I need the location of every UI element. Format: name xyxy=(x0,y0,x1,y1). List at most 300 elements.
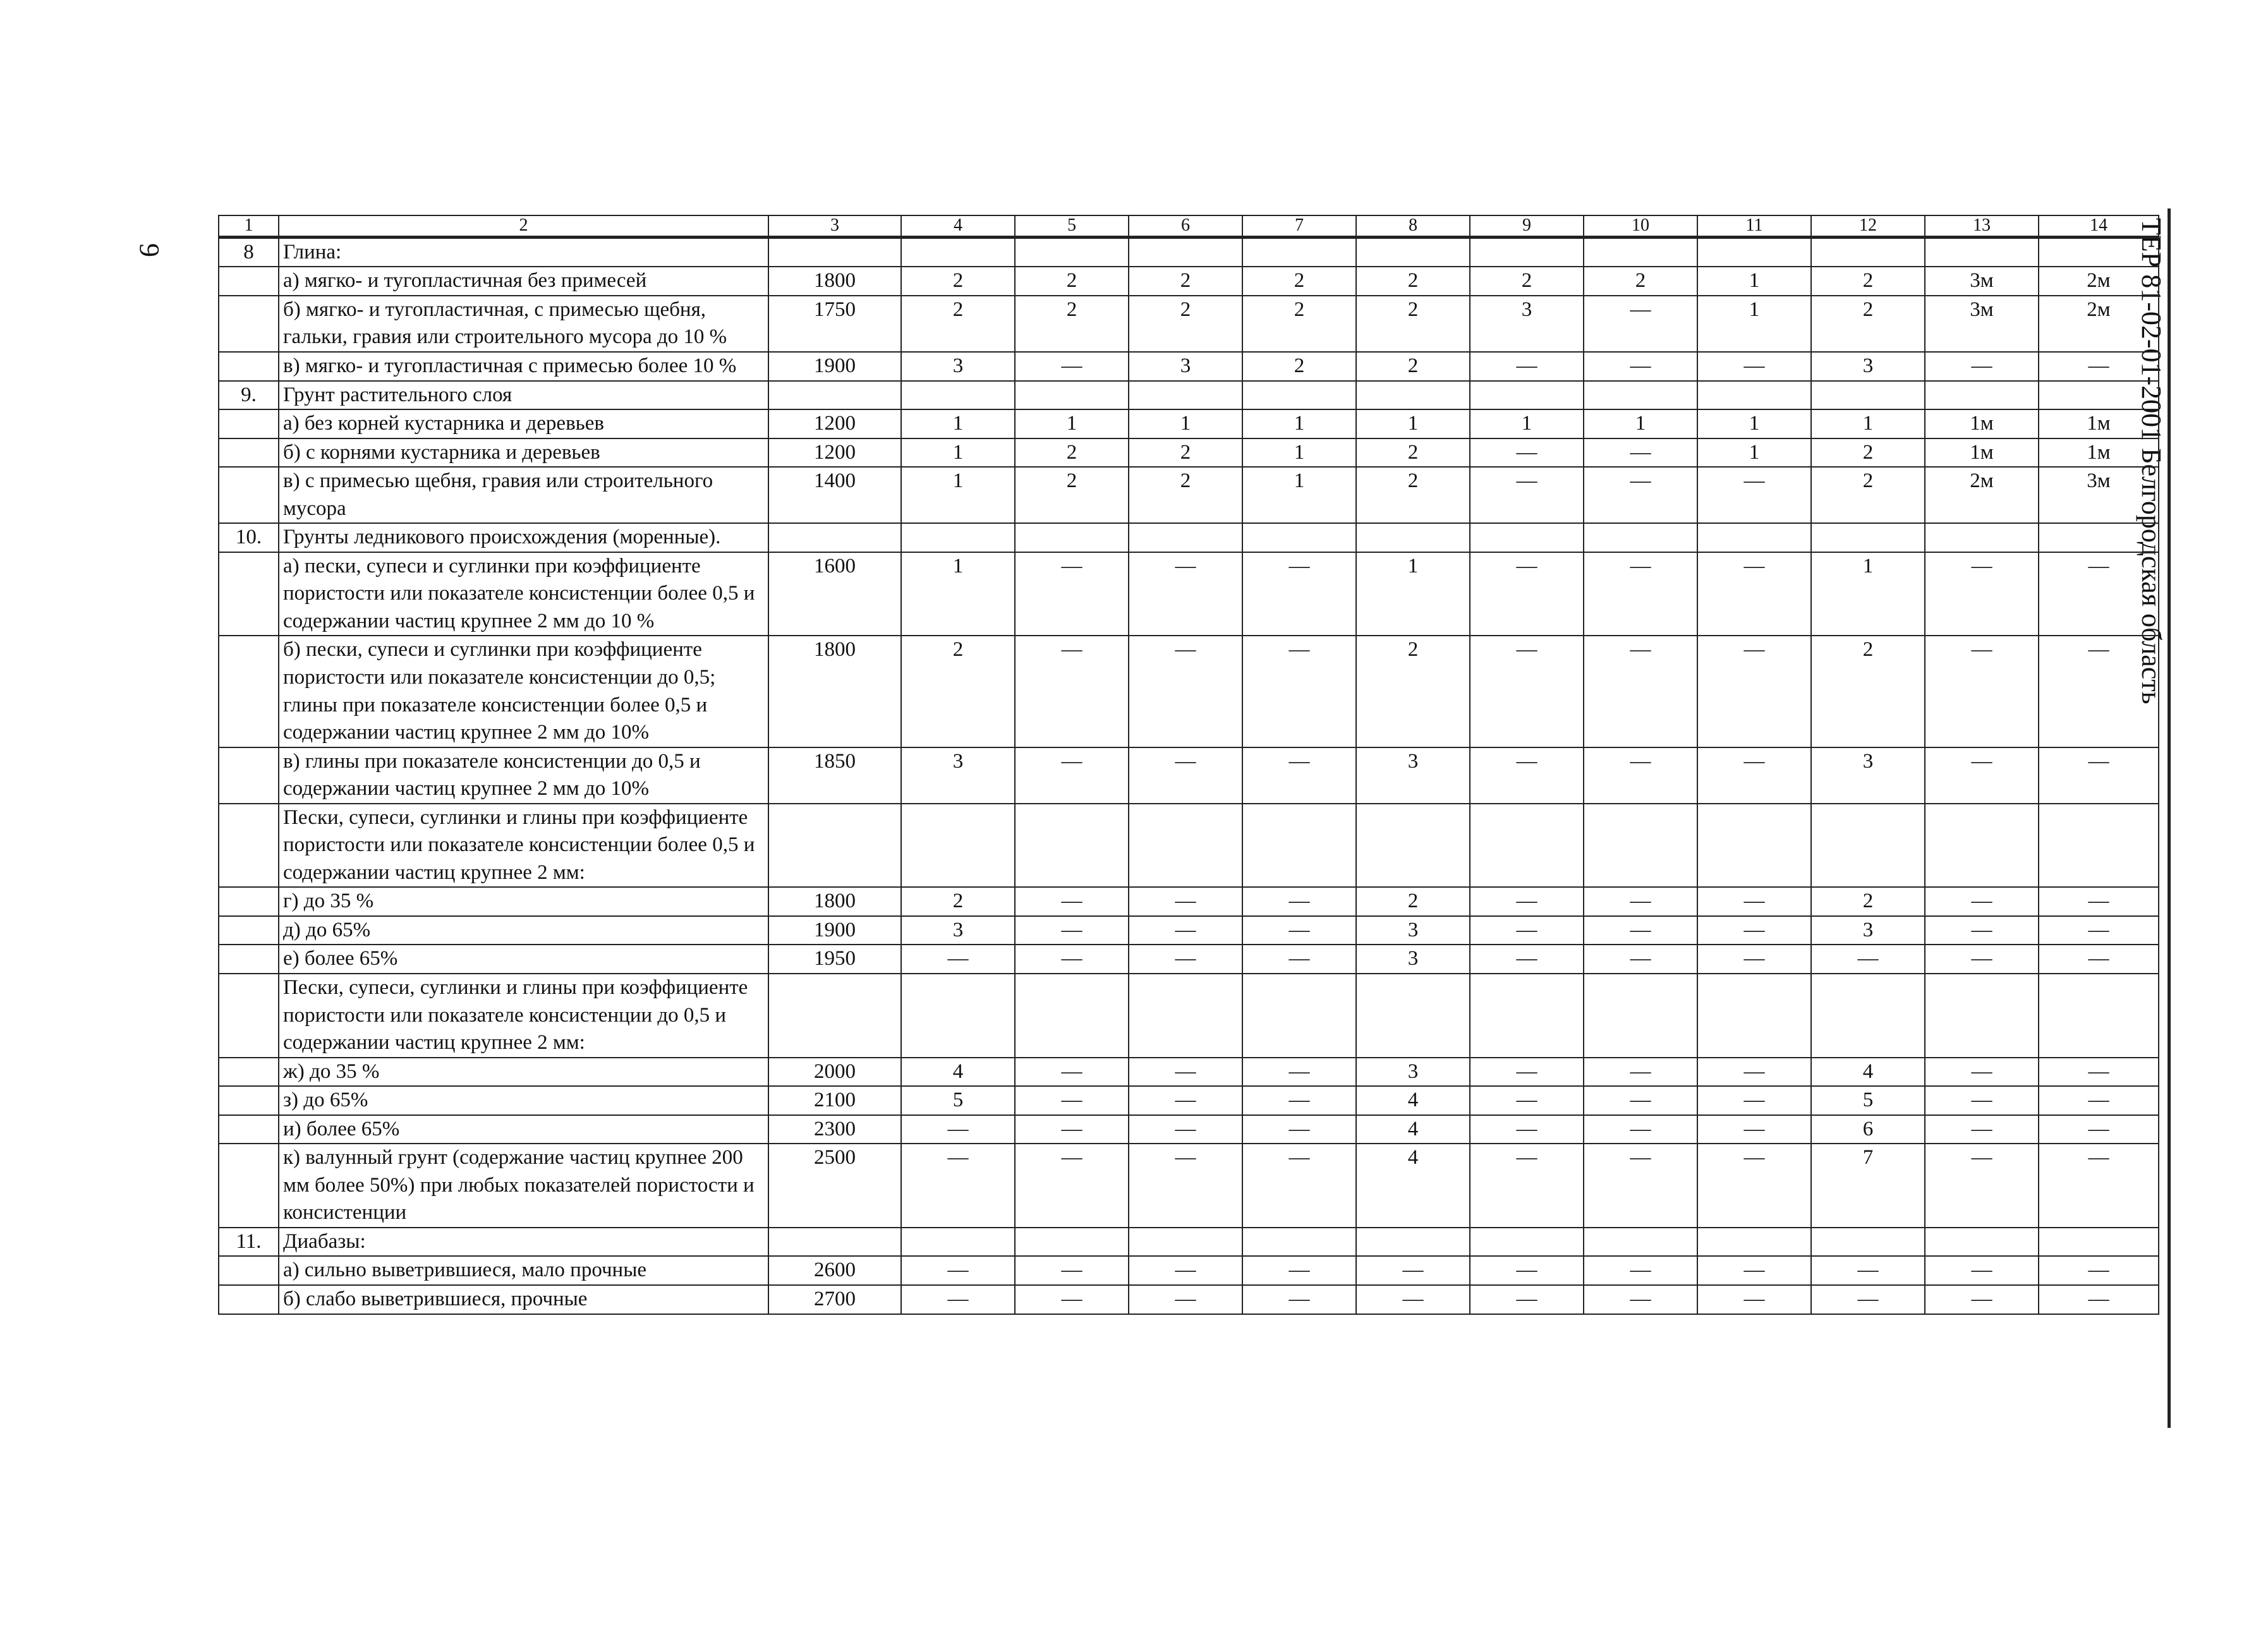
value-cell xyxy=(1697,804,1811,888)
value-cell xyxy=(1811,1228,1925,1257)
value-cell: — xyxy=(1697,887,1811,916)
value-cell: 2 xyxy=(1811,267,1925,296)
value-cell xyxy=(1697,523,1811,552)
value-cell: — xyxy=(1584,1086,1697,1115)
value-cell: — xyxy=(1697,1058,1811,1087)
column-number-row xyxy=(219,215,2159,237)
column-number: 11 xyxy=(1697,215,1811,237)
value-cell: 2 xyxy=(1242,352,1356,381)
value-cell xyxy=(2039,804,2159,888)
value-cell: — xyxy=(1697,1086,1811,1115)
value-cell: — xyxy=(1925,916,2039,945)
value-cell: 2 xyxy=(1129,438,1242,468)
value-cell: — xyxy=(1925,747,2039,804)
table-row xyxy=(219,1058,2159,1087)
value-cell: 2 xyxy=(1811,296,1925,352)
value-cell: — xyxy=(1470,636,1584,747)
soil-description-cell: ж) до 35 % xyxy=(279,1058,768,1087)
value-cell: — xyxy=(1470,1285,1584,1314)
value-cell xyxy=(1925,974,2039,1058)
group-number-cell xyxy=(219,916,279,945)
value-cell: — xyxy=(1697,1144,1811,1228)
value-cell xyxy=(1242,523,1356,552)
value-cell: — xyxy=(1242,1086,1356,1115)
table-row xyxy=(219,747,2159,804)
value-cell: — xyxy=(1697,747,1811,804)
value-cell: 1 xyxy=(1242,467,1356,523)
column-number: 4 xyxy=(901,215,1015,237)
group-number-cell xyxy=(219,1086,279,1115)
soil-description-cell: Глина: xyxy=(279,237,768,267)
value-cell: — xyxy=(1584,296,1697,352)
value-cell: 2 xyxy=(1811,438,1925,468)
value-cell: — xyxy=(1925,1256,2039,1285)
value-cell: 1400 xyxy=(768,467,901,523)
value-cell xyxy=(1129,523,1242,552)
value-cell: 2 xyxy=(1129,267,1242,296)
value-cell: 2 xyxy=(1584,267,1697,296)
value-cell: — xyxy=(1015,1115,1129,1144)
table-row xyxy=(219,552,2159,636)
value-cell: — xyxy=(1584,467,1697,523)
value-cell xyxy=(1584,1228,1697,1257)
value-cell: — xyxy=(1925,1086,2039,1115)
value-cell: 6 xyxy=(1811,1115,1925,1144)
value-cell: — xyxy=(1584,438,1697,468)
value-cell: — xyxy=(1584,887,1697,916)
soil-description-cell: б) мягко- и тугопластичная, с примесью щебня, гальки, гравия или строительного мусора до 10 % xyxy=(279,296,768,352)
value-cell xyxy=(1015,804,1129,888)
group-number-cell xyxy=(219,945,279,974)
value-cell: 2 xyxy=(1015,438,1129,468)
value-cell: — xyxy=(2039,1256,2159,1285)
value-cell: — xyxy=(1470,552,1584,636)
soil-description-cell: в) мягко- и тугопластичная с примесью более 10 % xyxy=(279,352,768,381)
side-rule xyxy=(2168,208,2171,1428)
value-cell: 3 xyxy=(1356,916,1470,945)
soil-description-cell: д) до 65% xyxy=(279,916,768,945)
column-number: 8 xyxy=(1356,215,1470,237)
column-number: 9 xyxy=(1470,215,1584,237)
value-cell: — xyxy=(1584,916,1697,945)
value-cell xyxy=(768,1228,901,1257)
soil-description-cell: Грунты ледникового происхождения (моренные). xyxy=(279,523,768,552)
value-cell: 3 xyxy=(1811,747,1925,804)
group-number-cell xyxy=(219,296,279,352)
value-cell: — xyxy=(2039,1285,2159,1314)
soil-description-cell: а) пески, супеси и суглинки при коэффициенте пористости или показателе консистенции более 0,5 и содержании частиц крупнее 2 мм до 10 % xyxy=(279,552,768,636)
value-cell: — xyxy=(1584,1285,1697,1314)
value-cell xyxy=(1697,1228,1811,1257)
value-cell: 2 xyxy=(1470,267,1584,296)
table-row xyxy=(219,974,2159,1058)
table-row xyxy=(219,887,2159,916)
value-cell: — xyxy=(1356,1256,1470,1285)
table-row xyxy=(219,438,2159,468)
soil-description-cell: Пески, супеси, суглинки и глины при коэффициенте пористости или показателе консистенции более 0,5 и содержании частиц крупнее 2 мм: xyxy=(279,804,768,888)
table-row xyxy=(219,636,2159,747)
column-number: 14 xyxy=(2039,215,2159,237)
column-number: 7 xyxy=(1242,215,1356,237)
soil-description-cell: а) мягко- и тугопластичная без примесей xyxy=(279,267,768,296)
value-cell xyxy=(1584,237,1697,267)
value-cell xyxy=(1129,804,1242,888)
value-cell: 3 xyxy=(1811,352,1925,381)
value-cell: — xyxy=(1129,945,1242,974)
value-cell: 2м xyxy=(2039,296,2159,352)
table-row xyxy=(219,267,2159,296)
value-cell xyxy=(1015,1228,1129,1257)
group-number-cell xyxy=(219,974,279,1058)
value-cell: 2 xyxy=(1015,267,1129,296)
value-cell: — xyxy=(1925,1058,2039,1087)
value-cell: — xyxy=(1470,1115,1584,1144)
value-cell xyxy=(1356,237,1470,267)
table-row xyxy=(219,381,2159,410)
value-cell xyxy=(1925,804,2039,888)
soil-description-cell: в) глины при показателе консистенции до 0,5 и содержании частиц крупнее 2 мм до 10% xyxy=(279,747,768,804)
soil-classification-table xyxy=(218,215,2159,1315)
value-cell xyxy=(901,237,1015,267)
value-cell: — xyxy=(1584,747,1697,804)
value-cell: 5 xyxy=(1811,1086,1925,1115)
value-cell: — xyxy=(1470,916,1584,945)
group-number-cell xyxy=(219,1256,279,1285)
value-cell: — xyxy=(2039,747,2159,804)
value-cell xyxy=(1470,974,1584,1058)
table-row xyxy=(219,409,2159,438)
value-cell: — xyxy=(1584,552,1697,636)
value-cell: 2 xyxy=(1356,467,1470,523)
column-number: 2 xyxy=(279,215,768,237)
value-cell xyxy=(1015,974,1129,1058)
value-cell: 1 xyxy=(1811,552,1925,636)
value-cell: 2 xyxy=(1242,296,1356,352)
value-cell: 1800 xyxy=(768,887,901,916)
table-row xyxy=(219,1285,2159,1314)
value-cell: — xyxy=(1584,1058,1697,1087)
value-cell xyxy=(1129,974,1242,1058)
value-cell: 2 xyxy=(1242,267,1356,296)
value-cell: — xyxy=(1470,1058,1584,1087)
value-cell: — xyxy=(1697,1256,1811,1285)
value-cell xyxy=(1129,237,1242,267)
value-cell: 1м xyxy=(2039,438,2159,468)
value-cell: — xyxy=(1925,636,2039,747)
value-cell: 1 xyxy=(901,552,1015,636)
value-cell: 2 xyxy=(1129,467,1242,523)
value-cell: 1м xyxy=(1925,438,2039,468)
value-cell xyxy=(1470,1228,1584,1257)
value-cell xyxy=(1015,237,1129,267)
table-row xyxy=(219,1228,2159,1257)
group-number-cell xyxy=(219,267,279,296)
soil-description-cell: а) сильно выветрившиеся, мало прочные xyxy=(279,1256,768,1285)
soil-description-cell: к) валунный грунт (содержание частиц крупнее 200 мм более 50%) при любых показателей пористости и консистенции xyxy=(279,1144,768,1228)
value-cell: 5 xyxy=(901,1086,1015,1115)
value-cell: — xyxy=(1015,747,1129,804)
group-number-cell xyxy=(219,1285,279,1314)
value-cell xyxy=(1242,804,1356,888)
value-cell: — xyxy=(1129,1256,1242,1285)
value-cell: 1800 xyxy=(768,636,901,747)
value-cell: — xyxy=(2039,552,2159,636)
group-number-cell xyxy=(219,552,279,636)
table-row xyxy=(219,804,2159,888)
table-row xyxy=(219,1115,2159,1144)
value-cell: 1 xyxy=(1697,438,1811,468)
value-cell xyxy=(2039,523,2159,552)
value-cell xyxy=(1356,523,1470,552)
value-cell xyxy=(1584,804,1697,888)
value-cell xyxy=(2039,1228,2159,1257)
value-cell: 3м xyxy=(1925,267,2039,296)
value-cell: — xyxy=(1584,945,1697,974)
value-cell: 2 xyxy=(1811,887,1925,916)
value-cell: — xyxy=(1129,1058,1242,1087)
value-cell: — xyxy=(1584,636,1697,747)
value-cell: — xyxy=(1697,552,1811,636)
value-cell: — xyxy=(1015,552,1129,636)
table-row xyxy=(219,1144,2159,1228)
value-cell: — xyxy=(1584,1115,1697,1144)
soil-description-cell: Грунт растительного слоя xyxy=(279,381,768,410)
value-cell: — xyxy=(1697,1285,1811,1314)
value-cell: — xyxy=(1015,1058,1129,1087)
value-cell: — xyxy=(1242,1058,1356,1087)
value-cell: — xyxy=(1015,352,1129,381)
value-cell: 1600 xyxy=(768,552,901,636)
value-cell xyxy=(1242,381,1356,410)
value-cell xyxy=(1470,804,1584,888)
group-number-cell xyxy=(219,409,279,438)
value-cell: — xyxy=(1470,467,1584,523)
value-cell: — xyxy=(1584,1144,1697,1228)
value-cell: 2 xyxy=(901,636,1015,747)
table-row xyxy=(219,916,2159,945)
value-cell: 2м xyxy=(1925,467,2039,523)
value-cell: 1 xyxy=(1697,296,1811,352)
soil-description-cell: б) с корнями кустарника и деревьев xyxy=(279,438,768,468)
value-cell: — xyxy=(1470,438,1584,468)
value-cell: — xyxy=(1470,1086,1584,1115)
table-row xyxy=(219,352,2159,381)
value-cell: 1200 xyxy=(768,409,901,438)
group-number-cell xyxy=(219,467,279,523)
value-cell: — xyxy=(1129,1144,1242,1228)
value-cell: — xyxy=(1697,636,1811,747)
table-row xyxy=(219,296,2159,352)
page-number: 9 xyxy=(134,243,165,257)
value-cell: 2 xyxy=(1356,636,1470,747)
value-cell: 1 xyxy=(1697,267,1811,296)
value-cell: 3м xyxy=(2039,467,2159,523)
table-row xyxy=(219,1256,2159,1285)
value-cell: — xyxy=(1242,636,1356,747)
value-cell: 2 xyxy=(1015,467,1129,523)
value-cell xyxy=(1925,1228,2039,1257)
value-cell: 2 xyxy=(1356,887,1470,916)
value-cell: 2 xyxy=(1129,296,1242,352)
value-cell: 2 xyxy=(901,887,1015,916)
value-cell: 1 xyxy=(1470,409,1584,438)
value-cell: — xyxy=(1925,1144,2039,1228)
table-row xyxy=(219,237,2159,267)
value-cell xyxy=(1356,1228,1470,1257)
value-cell: 1м xyxy=(2039,409,2159,438)
value-cell: 1750 xyxy=(768,296,901,352)
value-cell xyxy=(1470,381,1584,410)
group-number-cell xyxy=(219,1144,279,1228)
value-cell: 2100 xyxy=(768,1086,901,1115)
value-cell: — xyxy=(1129,636,1242,747)
value-cell: 1 xyxy=(901,438,1015,468)
value-cell: — xyxy=(2039,916,2159,945)
value-cell: — xyxy=(1470,1144,1584,1228)
value-cell: — xyxy=(1811,1256,1925,1285)
value-cell: — xyxy=(1697,1115,1811,1144)
value-cell xyxy=(1925,381,2039,410)
value-cell xyxy=(901,381,1015,410)
soil-description-cell: в) с примесью щебня, гравия или строительного мусора xyxy=(279,467,768,523)
value-cell: 2 xyxy=(901,296,1015,352)
soil-description-cell: б) слабо выветрившиеся, прочные xyxy=(279,1285,768,1314)
value-cell: — xyxy=(901,945,1015,974)
value-cell xyxy=(1470,237,1584,267)
value-cell: — xyxy=(901,1144,1015,1228)
value-cell xyxy=(901,1228,1015,1257)
value-cell: — xyxy=(1129,552,1242,636)
value-cell xyxy=(1242,1228,1356,1257)
soil-description-cell: е) более 65% xyxy=(279,945,768,974)
column-number: 5 xyxy=(1015,215,1129,237)
value-cell: 2 xyxy=(1356,296,1470,352)
table-row xyxy=(219,467,2159,523)
value-cell xyxy=(768,523,901,552)
value-cell: 1 xyxy=(1356,552,1470,636)
value-cell: — xyxy=(901,1285,1015,1314)
value-cell: — xyxy=(1470,945,1584,974)
value-cell: — xyxy=(1129,747,1242,804)
value-cell: 1 xyxy=(1697,409,1811,438)
value-cell xyxy=(1356,381,1470,410)
value-cell: — xyxy=(1129,887,1242,916)
value-cell xyxy=(768,237,901,267)
soil-description-cell: б) пески, супеси и суглинки при коэффициенте пористости или показателе консистенции до 0,5; глины при показателе консистенции более 0,5 и содержании частиц крупнее 2 мм до 10% xyxy=(279,636,768,747)
value-cell: 1 xyxy=(901,467,1015,523)
value-cell: — xyxy=(1925,1285,2039,1314)
value-cell: — xyxy=(1242,1144,1356,1228)
value-cell: — xyxy=(1925,552,2039,636)
group-number-cell xyxy=(219,1058,279,1087)
value-cell: — xyxy=(2039,945,2159,974)
soil-description-cell: а) без корней кустарника и деревьев xyxy=(279,409,768,438)
value-cell xyxy=(1811,381,1925,410)
value-cell: — xyxy=(1015,945,1129,974)
table-row xyxy=(219,945,2159,974)
column-number: 13 xyxy=(1925,215,2039,237)
value-cell: 1900 xyxy=(768,352,901,381)
document-header: ТЕР 81-02-01-2001 Белгородская область xyxy=(2136,218,2167,704)
column-number: 10 xyxy=(1584,215,1697,237)
value-cell: 1 xyxy=(901,409,1015,438)
value-cell: 1 xyxy=(1242,409,1356,438)
value-cell: 2 xyxy=(1015,296,1129,352)
value-cell: — xyxy=(2039,1144,2159,1228)
value-cell xyxy=(1811,237,1925,267)
column-number: 6 xyxy=(1129,215,1242,237)
group-number-cell: 10. xyxy=(219,523,279,552)
value-cell: — xyxy=(1129,1086,1242,1115)
value-cell: — xyxy=(2039,887,2159,916)
value-cell xyxy=(2039,381,2159,410)
value-cell: — xyxy=(1015,636,1129,747)
value-cell: 4 xyxy=(1356,1144,1470,1228)
value-cell: 1 xyxy=(1242,438,1356,468)
value-cell: — xyxy=(1015,1285,1129,1314)
value-cell xyxy=(1242,237,1356,267)
value-cell: — xyxy=(1015,1256,1129,1285)
value-cell xyxy=(2039,974,2159,1058)
value-cell xyxy=(1242,974,1356,1058)
value-cell: 2000 xyxy=(768,1058,901,1087)
group-number-cell xyxy=(219,804,279,888)
value-cell xyxy=(1697,237,1811,267)
value-cell: — xyxy=(2039,1115,2159,1144)
value-cell: — xyxy=(1925,1115,2039,1144)
value-cell: 2 xyxy=(1356,267,1470,296)
value-cell: 3 xyxy=(1356,945,1470,974)
value-cell: 1850 xyxy=(768,747,901,804)
value-cell: 1 xyxy=(1015,409,1129,438)
value-cell: 1 xyxy=(1584,409,1697,438)
value-cell: 4 xyxy=(1811,1058,1925,1087)
value-cell: 2 xyxy=(1811,636,1925,747)
value-cell xyxy=(1015,381,1129,410)
value-cell xyxy=(1925,523,2039,552)
value-cell: 1900 xyxy=(768,916,901,945)
value-cell xyxy=(1925,237,2039,267)
soil-description-cell: Диабазы: xyxy=(279,1228,768,1257)
value-cell: — xyxy=(1242,1285,1356,1314)
value-cell xyxy=(1697,974,1811,1058)
value-cell xyxy=(768,974,901,1058)
value-cell: — xyxy=(1470,352,1584,381)
value-cell xyxy=(1470,523,1584,552)
group-number-cell xyxy=(219,747,279,804)
value-cell: 3 xyxy=(1470,296,1584,352)
value-cell: — xyxy=(1129,916,1242,945)
value-cell xyxy=(901,804,1015,888)
value-cell: 2 xyxy=(1811,467,1925,523)
value-cell: — xyxy=(1697,945,1811,974)
value-cell xyxy=(1584,523,1697,552)
value-cell: — xyxy=(1242,1115,1356,1144)
value-cell xyxy=(1015,523,1129,552)
value-cell: 4 xyxy=(1356,1086,1470,1115)
value-cell xyxy=(1129,1228,1242,1257)
value-cell: 1 xyxy=(1356,409,1470,438)
value-cell: — xyxy=(1925,945,2039,974)
value-cell: — xyxy=(2039,1058,2159,1087)
value-cell: — xyxy=(1470,1256,1584,1285)
value-cell: — xyxy=(2039,636,2159,747)
group-number-cell xyxy=(219,887,279,916)
value-cell: — xyxy=(1015,887,1129,916)
value-cell: — xyxy=(1129,1285,1242,1314)
value-cell: 3 xyxy=(1129,352,1242,381)
value-cell: — xyxy=(1356,1285,1470,1314)
